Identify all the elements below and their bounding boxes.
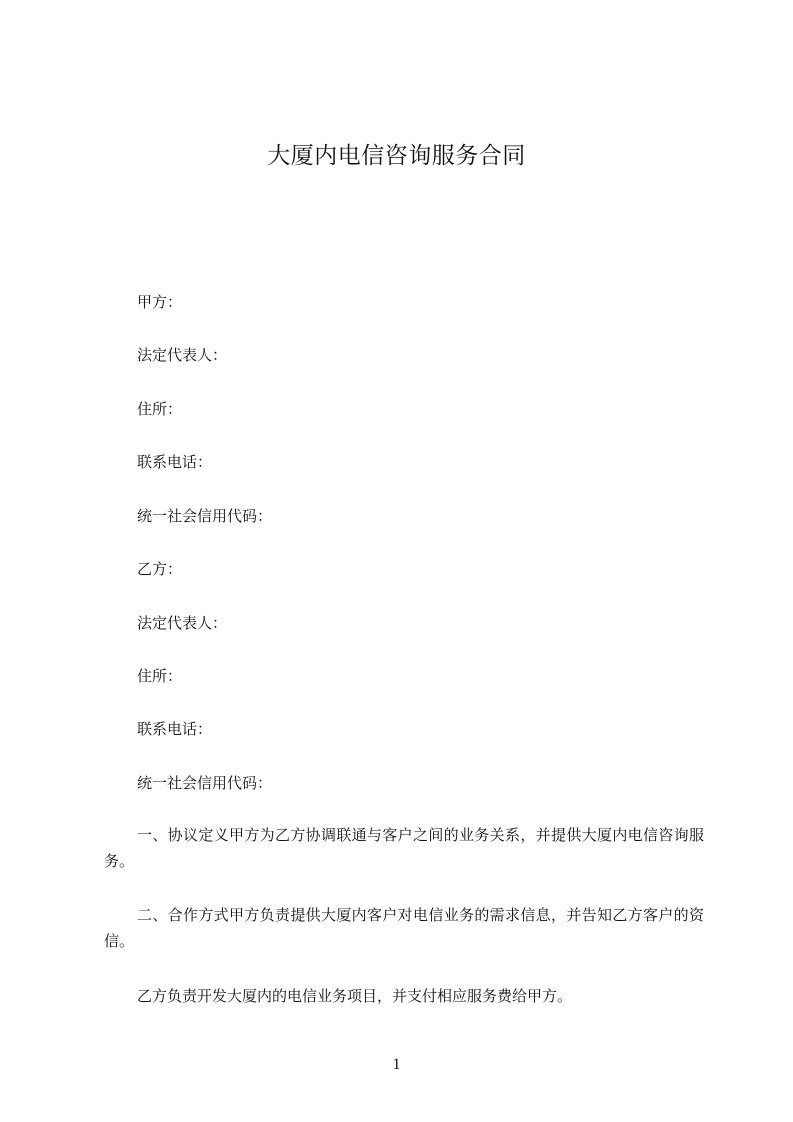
party-b-representative-label: 法定代表人： <box>137 614 228 632</box>
party-b-name-label: 乙方： <box>137 560 183 578</box>
party-a-name-label: 甲方： <box>137 293 183 311</box>
party-a-address-label: 住所： <box>137 400 183 418</box>
page-number: 1 <box>392 1056 401 1073</box>
party-b-address-label: 住所： <box>137 667 183 685</box>
party-a-representative-label: 法定代表人： <box>137 346 228 364</box>
party-a-credit-code-label: 统一社会信用代码： <box>137 507 273 525</box>
clause-1: 一、协议定义甲方为乙方协调联通与客户之间的业务关系，并提供大厦内电信咨询服务。 <box>104 826 704 870</box>
clause-2-continuation: 乙方负责开发大厦内的电信业务项目，并支付相应服务费给甲方。 <box>137 987 573 1005</box>
clause-2: 二、合作方式甲方负责提供大厦内客户对电信业务的需求信息，并告知乙方客户的资信。 <box>104 906 704 950</box>
party-a-phone-label: 联系电话： <box>137 453 213 471</box>
party-b-credit-code-label: 统一社会信用代码： <box>137 774 273 792</box>
party-b-phone-label: 联系电话： <box>137 720 213 738</box>
document-title: 大厦内电信咨询服务合同 <box>267 143 526 169</box>
